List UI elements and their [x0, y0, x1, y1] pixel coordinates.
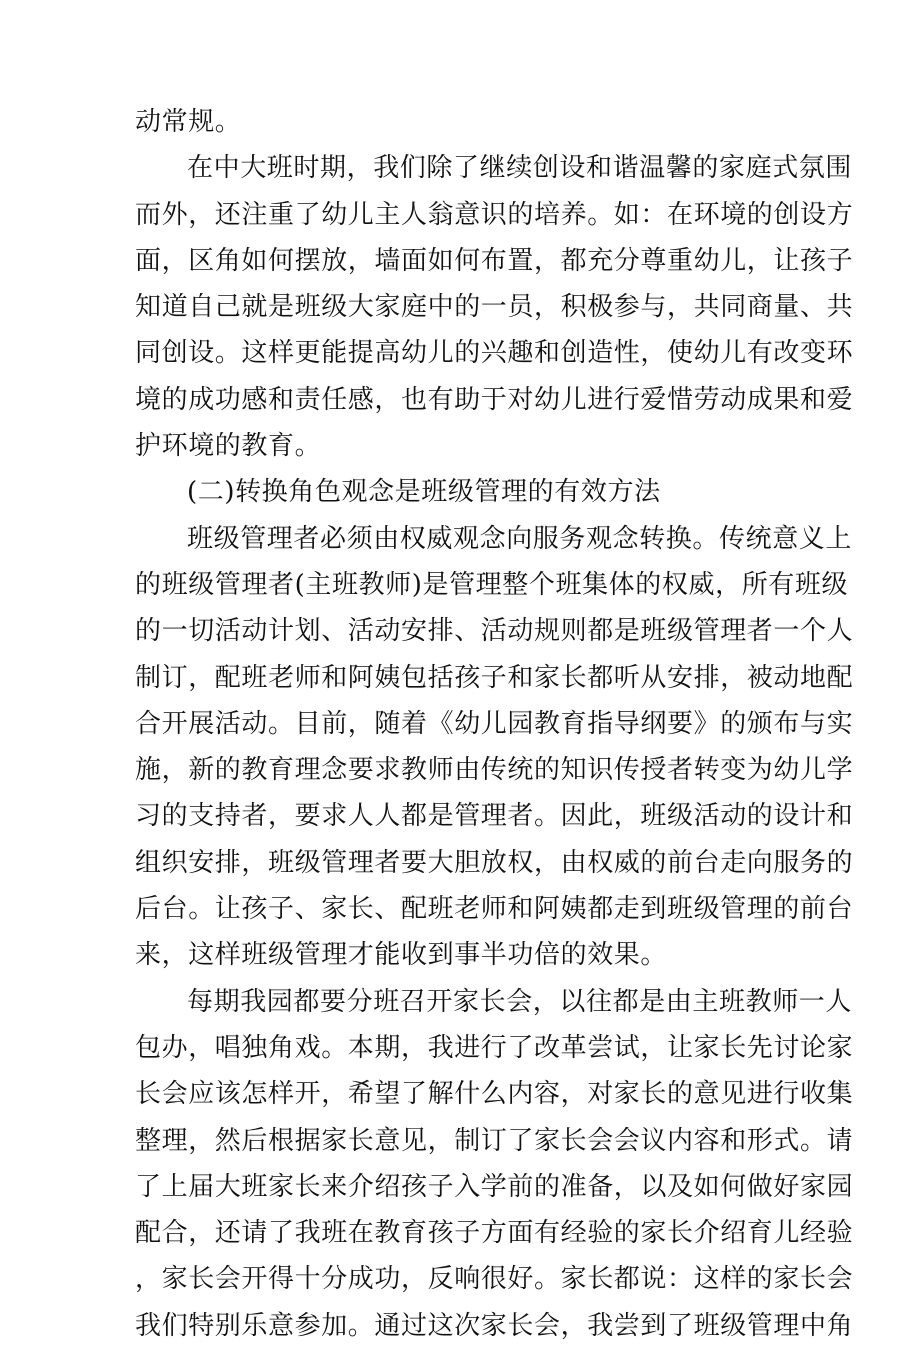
text-line: 配合，还请了我班在教育孩子方面有经验的家长介绍育儿经验: [135, 1218, 854, 1249]
text-line: 习的支持者，要求人人都是管理者。因此，班级活动的设计和: [135, 801, 854, 832]
text-line: 我们特别乐意参加。通过这次家长会，我尝到了班级管理中角: [135, 1310, 854, 1341]
text-line: ，家长会开得十分成功，反响很好。家长都说：这样的家长会: [135, 1264, 854, 1295]
text-line: 每期我园都要分班召开家长会，以往都是由主班教师一人: [187, 986, 853, 1017]
text-line: 的一切活动计划、活动安排、活动规则都是班级管理者一个人: [135, 616, 854, 647]
text-line: 在中大班时期，我们除了继续创设和谐温馨的家庭式氛围: [187, 153, 853, 184]
text-line: 面，区角如何摆放，墙面如何布置，都充分尊重幼儿，让孩子: [135, 245, 854, 276]
text-line: 同创设。这样更能提高幼儿的兴趣和创造性，使幼儿有改变环: [135, 338, 854, 369]
text-line: 施，新的教育理念要求教师由传统的知识传授者转变为幼儿学: [135, 755, 854, 786]
text-line: 了上届大班家长来介绍孩子入学前的准备，以及如何做好家园: [135, 1171, 854, 1202]
text-line: (二)转换角色观念是班级管理的有效方法: [187, 477, 661, 508]
text-line: 班级管理者必须由权威观念向服务观念转换。传统意义上: [187, 523, 853, 554]
text-line: 知道自己就是班级大家庭中的一员，积极参与，共同商量、共: [135, 292, 854, 323]
body-text: [135, 99, 854, 1349]
text-line: 整理，然后根据家长意见，制订了家长会会议内容和形式。请: [135, 1125, 854, 1156]
text-line: 而外，还注重了幼儿主人翁意识的培养。如：在环境的创设方: [135, 199, 854, 230]
text-line: 组织安排，班级管理者要大胆放权，由权威的前台走向服务的: [135, 847, 854, 878]
text-line: 后台。让孩子、家长、配班老师和阿姨都走到班级管理的前台: [135, 894, 854, 925]
text-line: 长会应该怎样开，希望了解什么内容，对家长的意见进行收集: [135, 1079, 854, 1110]
text-line: 制订，配班老师和阿姨包括孩子和家长都听从安排，被动地配: [135, 662, 854, 693]
text-line: 动常规。: [135, 107, 242, 137]
text-line: 境的成功感和责任感，也有助于对幼儿进行爱惜劳动成果和爱: [135, 384, 854, 415]
text-line: 包办，唱独角戏。本期，我进行了改革尝试，让家长先讨论家: [135, 1032, 854, 1063]
text-line: 合开展活动。目前，随着《幼儿园教育指导纲要》的颁布与实: [135, 708, 854, 739]
text-line: 护环境的教育。: [135, 431, 322, 462]
text-line: 来，这样班级管理才能收到事半功倍的效果。: [135, 940, 668, 971]
text-line: 的班级管理者(主班教师)是管理整个班集体的权威，所有班级: [135, 569, 849, 600]
